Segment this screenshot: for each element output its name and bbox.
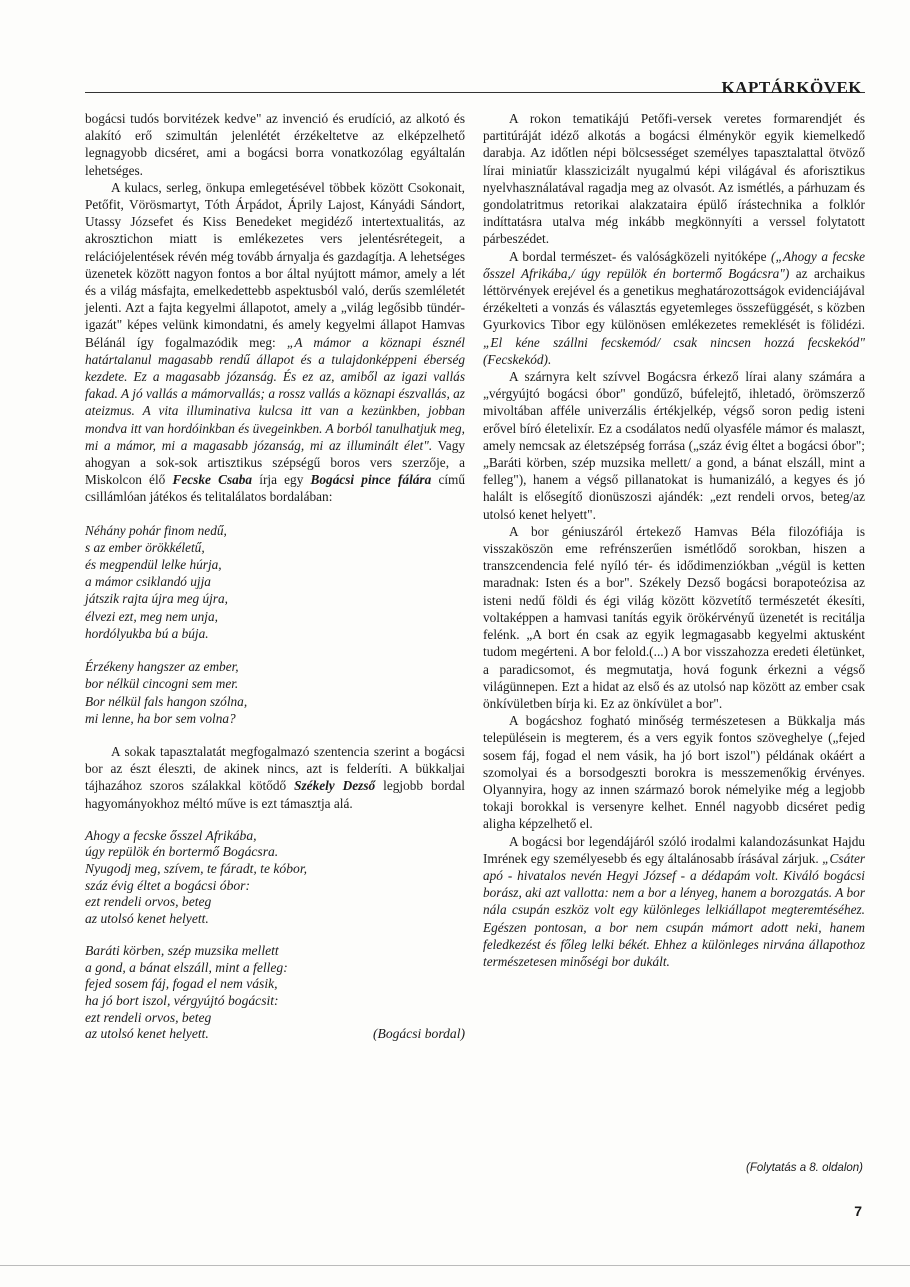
poem-line: ezt rendeli orvos, beteg [85, 894, 212, 910]
continuation-note: (Folytatás a 8. oldalon) [746, 1162, 863, 1174]
poem-line: hordólyukba bú a búja. [85, 625, 209, 641]
author-name: Fecske Csaba [172, 472, 253, 488]
poem-line: száz évig éltet a bogácsi óbor: [85, 877, 250, 893]
paragraph-text: A bogácsi bor legendájáról szóló irodalmi kalandozásunkat Hajdu Imrének egy személyesebb és egy általánosabb írásával zárjuk. [483, 833, 865, 866]
poem-line: a gond, a bánat elszáll, mint a felleg: [85, 959, 288, 975]
poem-line: Néhány pohár finom nedű, [85, 522, 227, 538]
poem-stanza [85, 943, 465, 1043]
paragraph [85, 179, 465, 506]
author-name: Székely Dezső [294, 778, 376, 794]
paragraph: A bogácshoz fogható minőség természetesen a Bükkalja más településein is megterem, és a vers egyik fontos szöveghelye („fejed sosem fáj, fogad el nem vásik, ha jó bort iszol") példának okáért a szomolyai és a borsodgeszti borokra is messzemenőkig érvényes. Olyannyira, hogy az innen származó borok némelyike még a legjobb tokaji borokkal is versenyre kelhet. Ennél nagyobb dicséret pedig aligha képzelhető el. [483, 713, 865, 832]
paragraph-text: írja egy [259, 472, 304, 488]
poem-line: a mámor csiklandó ujja [85, 574, 211, 590]
poem-line: és megpendül lelke húrja, [85, 557, 222, 573]
left-column [85, 110, 465, 1059]
poem-line-text: az utolsó kenet helyett. [85, 1026, 209, 1042]
poem-line: Érzékeny hangszer az ember, [85, 659, 239, 675]
paragraph: A szárnyra kelt szívvel Bogácsra érkező lírai alany számára a „vérgyújtó bogácsi óbor" gondűző, búfelejtő, ihletadó, örömszerző mivoltában afféle univerzális értékjelkép, végső soron pedig isteni erővel bíró életelixír. Ez a csodálatos nedű olyasféle mámor és malaszt, amely nemcsak az életszépség forrása („száz évig éltet a bogácsi óbor"; „Baráti körben, szép muzsika mellett/ a gond, a bánat elszáll, mint a felleg"), hanem a végső pillanatokat is humanizáló, a kegyes és jó halált is elősegítő dionüszoszi ajándék: „ezt rendeli orvos, beteg/az utolsó kenet helyett". [483, 369, 865, 522]
poem-line: bor nélkül cincogni sem mer. [85, 676, 239, 692]
bottom-rule [0, 1265, 910, 1266]
poem-stanza [85, 658, 465, 727]
poem-line: Baráti körben, szép muzsika mellett [85, 943, 279, 959]
paragraph [483, 833, 865, 971]
poem-line: ha jó bort iszol, vérgyújtó bogácsit: [85, 993, 279, 1009]
paragraph [85, 743, 465, 812]
poem-line: s az ember örökkéletű, [85, 539, 205, 555]
poem-line: ezt rendeli orvos, beteg [85, 1009, 212, 1025]
paragraph-text: az archaikus léttörvények erejével és a genetikus meghatározottságok evidenciájával érzékelteti a vonzás és választás egyetemleges összefüggését, s közben Gyurkovics Tibor egy különösen emlékezetes remeklését is fölidézi. [483, 265, 866, 333]
paragraph-text: A sokak tapasztalatát megfogalmazó szentencia szerint a bogácsi bor az észt éleszti, de akinek nincs, azt is felderíti. A bükkaljai tájhazához szoros szálakkal kötődő [85, 743, 465, 794]
quote: „Csáter apó - hivatalos nevén Hegyi József - a dédapám volt. Kiváló bogácsi borász, aki azt vallotta: nem a bor a lényeg, hanem a borozgatás. A bor nála csupán eszköz volt egy különleges lelkiállapot megteremtéséhez. Egészen pontosan, a bor nem csupán mámort adott neki, hanem feledkezést és főleg lelki békét. Ehhez a különleges nirvána állapothoz természetesen minőségi bor dukált. [483, 850, 866, 969]
poem-line: Ahogy a fecske ősszel Afrikába, [85, 827, 257, 843]
poem-line: mi lenne, ha bor sem volna? [85, 710, 236, 726]
paragraph-text: A kulacs, serleg, önkupa emlegetésével többek között Csokonait, Petőfit, Vörösmartyt, Tóth Árpádot, Áprily Lajost, Kányádi Sándort, Utassy Józsefet és Kiss Benedeket megidéző intertextualitás, az akrosztichon miatt is emlékezetes vers jelentésrétegeit, a relációjelentések révén még tovább árnyalja és gazdagítja. A lehetséges üzenetek között nagyon fontos a bor által nyújtott mámor, amely a lét és a világ másfajta, emelkedettebb aspektusból való, derűs szemléletét jelenti. Azt a fajta kegyelmi állapotot, amely a „világ legősibb tündér-igazát" képes velünk kimondatni, és amely kegyelmi állapot Hamvas Bélánál így fogalmazódik meg: [85, 179, 465, 350]
section-title: KAPTÁRKÖVEK [721, 78, 862, 97]
paragraph-text: című csillámlóan játékos és telitalálatos bordalában: [85, 472, 466, 505]
poem-line: fejed sosem fáj, fogad el nem vásik, [85, 976, 278, 992]
poem-line: játszik rajta újra meg újra, [85, 591, 228, 607]
poem-stanza [85, 828, 465, 928]
poem-stanza [85, 522, 465, 642]
paragraph: A bor géniuszáról értekező Hamvas Béla filozófiája is visszaköszön eme refrénszerűen ismétlődő sorokban, hiszen a transzcendencia felé nyíló tér- és idődimenziókban „végül is ketten maradnak: Isten és a bor". Székely Dezső bogácsi borapoteózisa az isteni nedű földi és égi világ között közvetítő természetét ékesíti, voltaképpen a hamvasi tanítás egyik örökérvényű üzenetét is recitálja felénk. „A bort én csak az egyik legmagasabb kegyelmi aktusként tudom megérteni. A bor felold.(...) A bor visszahozza eredeti életünket, a paradicsomot, és megmutatja, hová fogunk érkezni a végső világünnepen. Ezt a hidat az első és az utolsó nap között az ember csak önkívületben bírja ki. Ez az önkívület a bor". [483, 523, 865, 711]
poem-szekely [85, 828, 465, 1043]
paragraph [483, 248, 865, 368]
paragraph: A rokon tematikájú Petőfi-versek veretes formarendjét és partitúráját idéző alkotás a bogácsi élménykör egyik kiemelkedő darabja. Az időtlen népi bölcsességet személyes tapasztalattal ötvöző lírai miniatűr klasszicizált nyugalmú képi világával és aforisztikus nyelvhasználatával ragadja meg az olvasót. Az ismétlés, a párhuzam és gondolatritmus retorikai alakzataira épülő írástechnika a folklór indíttatásra utalva még inkább megkönnyíti a verssel folytatott párbeszédet. [483, 111, 865, 247]
poem-attribution: (Bogácsi bordal) [373, 1026, 465, 1042]
poem-line: Nyugodj meg, szívem, te fáradt, te kóbor, [85, 860, 307, 876]
quote: „A mámor a köznapi észnél határtalanul magasabb rendű állapot és a tulajdonképpeni éberség kezdete. Ez a magasabb józanság. És ez az, amiből az igazi vallás fakad. A jó vallás a mámorvallás; a rossz vallás a köznapi észvallás, az ateizmus. A vita illuminativa kulcsa itt van a kezünkben, jobban mondva itt van hordóinkban és üvegeinkben. A borból tanulhatjuk meg, mi a mámor, mi a magasabb józanság, mi az illuminált élet". [85, 334, 465, 453]
poem-line: élvezi ezt, meg nem unja, [85, 608, 218, 624]
quote: „El kéne szállni fecskemód/ csak nincsen hozzá fecskekód" (Fecskekód). [483, 334, 865, 367]
right-column [483, 110, 865, 970]
poem-title: Bogácsi pince fálára [310, 472, 432, 488]
poem-fecske [85, 522, 465, 727]
poem-line: úgy repülök én bortermő Bogácsra. [85, 844, 279, 860]
poem-line: az utolsó kenet helyett. [85, 910, 209, 926]
poem-line: Bor nélkül fals hangon szólna, [85, 693, 248, 709]
paragraph: bogácsi tudós borvitézek kedve" az invenció és erudíció, az alkotó és alakító erő szimultán jelenlétét érzékeltetve az elképzelhető legnagyobb dicséret, ami a bogácsi borra vonatkozólag egyáltalán lehetséges. [85, 111, 465, 178]
page-number: 7 [854, 1203, 862, 1219]
paragraph-text: Vagy ahogyan a sok-sok artisztikus szépségű boros vers szerzője, a Miskolcon élő [85, 437, 465, 488]
paragraph-text: A bordal természet- és valóságközeli nyitóképe [509, 248, 767, 264]
paragraph-text: legjobb bordal hagyományokhoz méltó műve is ezt támasztja alá. [85, 778, 465, 811]
poem-line [85, 1026, 465, 1043]
quote: („Ahogy a fecske ősszel Afrikába,/ úgy repülök én bortermő Bogácsra") [483, 248, 865, 281]
